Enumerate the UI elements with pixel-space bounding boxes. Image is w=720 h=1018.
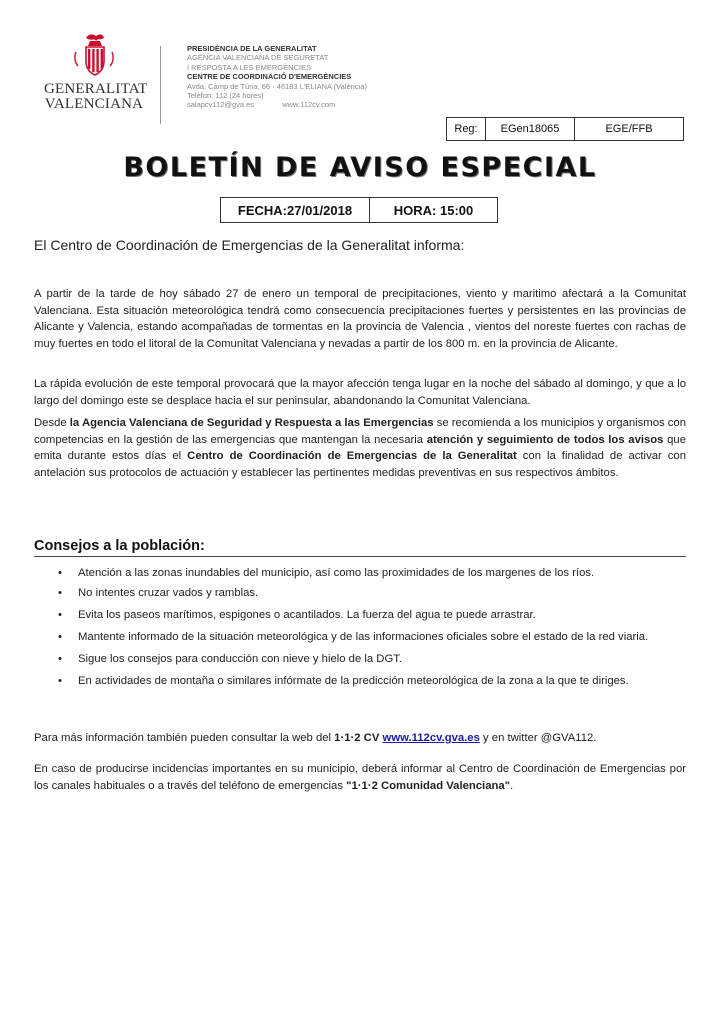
- paragraph-forecast: A partir de la tarde de hoy sábado 27 de enero un temporal de precipitaciones, viento y maritimo afectará a la Comunitat Valenciana. Esta situación meteorológica tendrá como consecuencia precipitaciones fuertes y persistentes en las provincias de Alicante y Valencia, estando acompañadas de tormentas en la provincia de Valencia , vientos del noreste fuertes con rachas de muy fuertes en todo el litoral de la Comunitat Valenciana y nevadas a partir de los 800 m. en la provincia de Alicante.: [34, 288, 686, 350]
- website-link[interactable]: www.112cv.gva.es: [382, 732, 480, 744]
- paragraph-more-info: [34, 730, 686, 747]
- agency-line4: CENTRE DE COORDINACIÓ D'EMERGÈNCIES: [187, 72, 352, 82]
- list-item-text: Evita los paseos marítimos, espigones o acantilados. La fuerza del agua te puede arrastrar.: [78, 609, 536, 621]
- list-item-text: Mantente informado de la situación meteorológica y de las informaciones oficiales sobre el estado de la red viaria.: [78, 631, 649, 643]
- p5-text-2: .: [510, 779, 514, 792]
- time-field: HORA: 15:00: [393, 202, 474, 218]
- agency-phone: Telèfon: 112 (24 hores): [187, 91, 264, 101]
- paragraph-recommendation: [34, 415, 686, 481]
- agency-address: Avda. Camp de Túria, 66 · 46183 L'ELIANA (València): [187, 81, 367, 91]
- bullet-icon: •: [58, 587, 62, 599]
- agency-line2: AGÈNCIA VALENCIANA DE SEGURETAT: [187, 53, 329, 63]
- p4-text-1: Para más información también pueden consultar la web del: [34, 732, 335, 744]
- bullet-icon: •: [58, 609, 62, 621]
- logo-text-line1: GENERALITAT: [44, 81, 148, 97]
- p4-bold-112: 1·1·2 CV: [334, 732, 380, 744]
- bullet-icon: •: [58, 631, 62, 643]
- coat-of-arms-icon: [72, 32, 116, 80]
- list-item: [58, 652, 688, 667]
- agency-contact: [187, 100, 437, 109]
- reg-code: EGen18065: [486, 118, 575, 140]
- list-item: [58, 608, 688, 623]
- p5-bold-emergency: "1·1·2 Comunidad Valenciana": [346, 779, 511, 792]
- document-title: BOLETÍN DE AVISO ESPECIAL: [123, 152, 597, 183]
- p3-bold-attention: atención y seguimiento de todos los avisos: [426, 433, 664, 446]
- paragraph-evolution: La rápida evolución de este temporal provocará que la mayor afección tenga lugar en la noche del sábado al domingo, y que a lo largo del domingo este se desplace hacia el sur peninsular, abandonando la Comunitat Valenciana.: [34, 378, 686, 407]
- agency-line3: I RESPOSTA A LES EMERGÈNCIES: [187, 62, 312, 72]
- p3-text-1: Desde: [34, 417, 70, 429]
- reg-label: Reg:: [447, 118, 486, 140]
- registration-box: [446, 117, 684, 141]
- generalitat-logo: [44, 32, 148, 112]
- bullet-icon: •: [58, 653, 62, 665]
- list-item: [58, 586, 688, 601]
- logo-text-line2: VALENCIANA: [44, 96, 144, 112]
- list-item: [58, 630, 688, 645]
- p3-text-4: con la finalidad de activar con antelación sus protocolos de actuación y establecer las pertinentes medidas preventivas en sus respectivos ámbitos.: [34, 450, 686, 479]
- logo-divider: [160, 46, 161, 124]
- p3-text-3: que emita durante estos días el: [34, 433, 686, 463]
- advice-list: [58, 566, 688, 689]
- agency-line1: PRESIDÈNCIA DE LA GENERALITAT: [187, 44, 317, 53]
- p4-text-2: y en twitter @GVA112.: [479, 732, 597, 744]
- list-item: [58, 566, 688, 581]
- list-item-text: Sigue los consejos para conducción con nieve y hielo de la DGT.: [78, 653, 403, 665]
- advice-heading: Consejos a la población:: [34, 538, 686, 557]
- p3-bold-agency: la Agencia Valenciana de Seguridad y Respuesta a las Emergencias: [69, 417, 434, 429]
- date-time-box: [220, 197, 498, 223]
- agency-email: salapcv112@gva.es: [187, 100, 255, 110]
- bullet-icon: •: [58, 567, 62, 579]
- agency-header: [187, 44, 437, 110]
- date-field: FECHA:27/01/2018: [221, 198, 370, 222]
- list-item-text: Atención a las zonas inundables del municipio, así como las proximidades de los margenes de los ríos.: [78, 567, 595, 579]
- paragraph-incidents: [34, 761, 686, 794]
- bullet-icon: •: [58, 675, 62, 687]
- p5-text-1: En caso de producirse incidencias importantes en su municipio, deberá informar al Centro de Coordinación de Emergencias por los canales habituales o a través del teléfono de emergencias: [34, 763, 686, 792]
- agency-web: www.112cv.com: [282, 100, 336, 110]
- list-item-text: No intentes cruzar vados y ramblas.: [78, 587, 259, 599]
- intro-line: El Centro de Coordinación de Emergencias de la Generalitat informa:: [34, 237, 465, 253]
- list-item: [58, 674, 688, 689]
- reg-ref: EGE/FFB: [605, 123, 653, 135]
- p3-text-2: se recomienda a los municipios y organismos con competencias en la gestión de las emergencias que mantengan la necesaria: [34, 417, 686, 446]
- list-item-text: En actividades de montaña o similares infórmate de la predicción meteorológica de la zona a la que te diriges.: [78, 675, 629, 687]
- p3-bold-centre: Centro de Coordinación de Emergencias de la Generalitat: [187, 450, 517, 463]
